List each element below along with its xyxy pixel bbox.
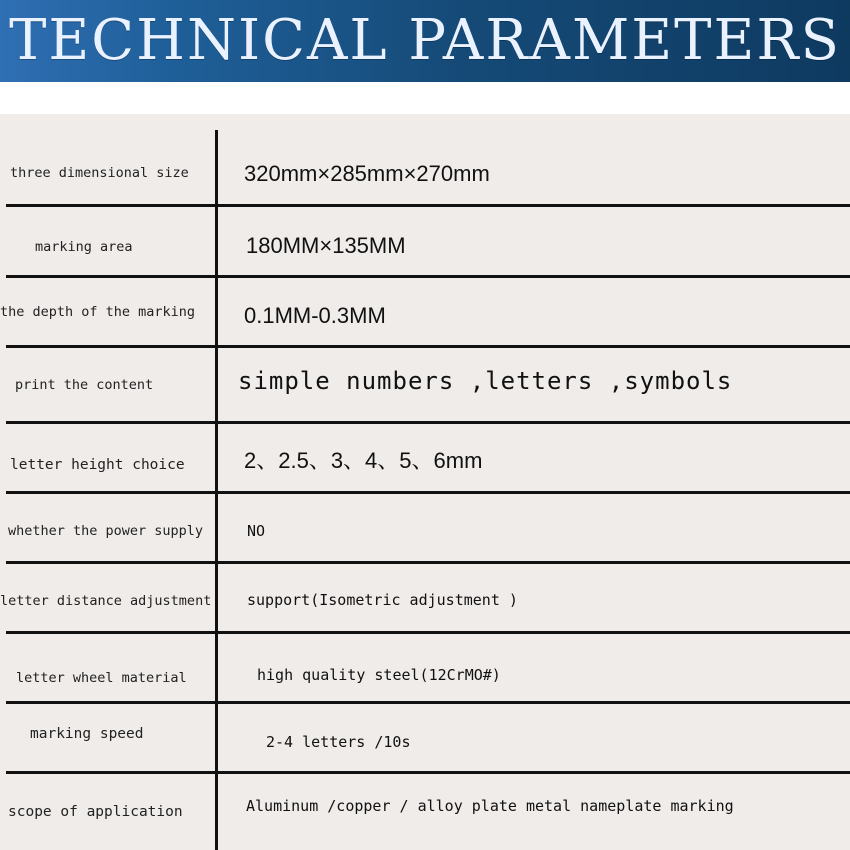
- parameters-table: [0, 114, 850, 850]
- row-label-letter-distance: letter distance adjustment: [0, 593, 212, 609]
- row-value-letter-distance: support(Isometric adjustment ): [247, 591, 518, 609]
- row-value-dimensions: 320mm×285mm×270mm: [244, 161, 490, 186]
- row-divider: [6, 204, 850, 207]
- row-value-wheel-material: high quality steel(12CrMO#): [257, 666, 501, 684]
- row-label-marking-speed: marking speed: [30, 726, 144, 742]
- row-label-marking-depth: the depth of the marking: [0, 304, 196, 320]
- row-label-print-content: print the content: [15, 377, 154, 393]
- row-divider: [6, 771, 850, 774]
- row-label-letter-height: letter height choice: [10, 457, 185, 473]
- row-value-print-content: simple numbers ,letters ,symbols: [238, 367, 733, 395]
- row-value-scope: Aluminum /copper / alloy plate metal nameplate marking: [246, 797, 734, 815]
- row-label-power-supply: whether the power supply: [8, 523, 204, 539]
- title-banner: [0, 0, 850, 82]
- row-label-dimensions: three dimensional size: [10, 165, 189, 181]
- row-divider: [6, 631, 850, 634]
- row-value-letter-height: 2、2.5、3、4、5、6mm: [244, 448, 483, 473]
- row-value-marking-depth: 0.1MM-0.3MM: [244, 303, 386, 328]
- row-divider: [6, 275, 850, 278]
- row-divider: [6, 491, 850, 494]
- row-value-marking-speed: 2-4 letters /10s: [266, 733, 411, 751]
- row-label-wheel-material: letter wheel material: [16, 670, 187, 686]
- row-label-scope: scope of application: [8, 804, 183, 820]
- row-value-power-supply: NO: [247, 522, 266, 540]
- row-divider: [6, 345, 850, 348]
- row-divider: [6, 701, 850, 704]
- page-title: TECHNICAL PARAMETERS: [9, 8, 841, 73]
- row-label-marking-area: marking area: [35, 239, 133, 255]
- row-divider: [6, 561, 850, 564]
- row-divider: [6, 421, 850, 424]
- row-value-marking-area: 180MM×135MM: [246, 233, 406, 258]
- column-divider: [215, 130, 218, 850]
